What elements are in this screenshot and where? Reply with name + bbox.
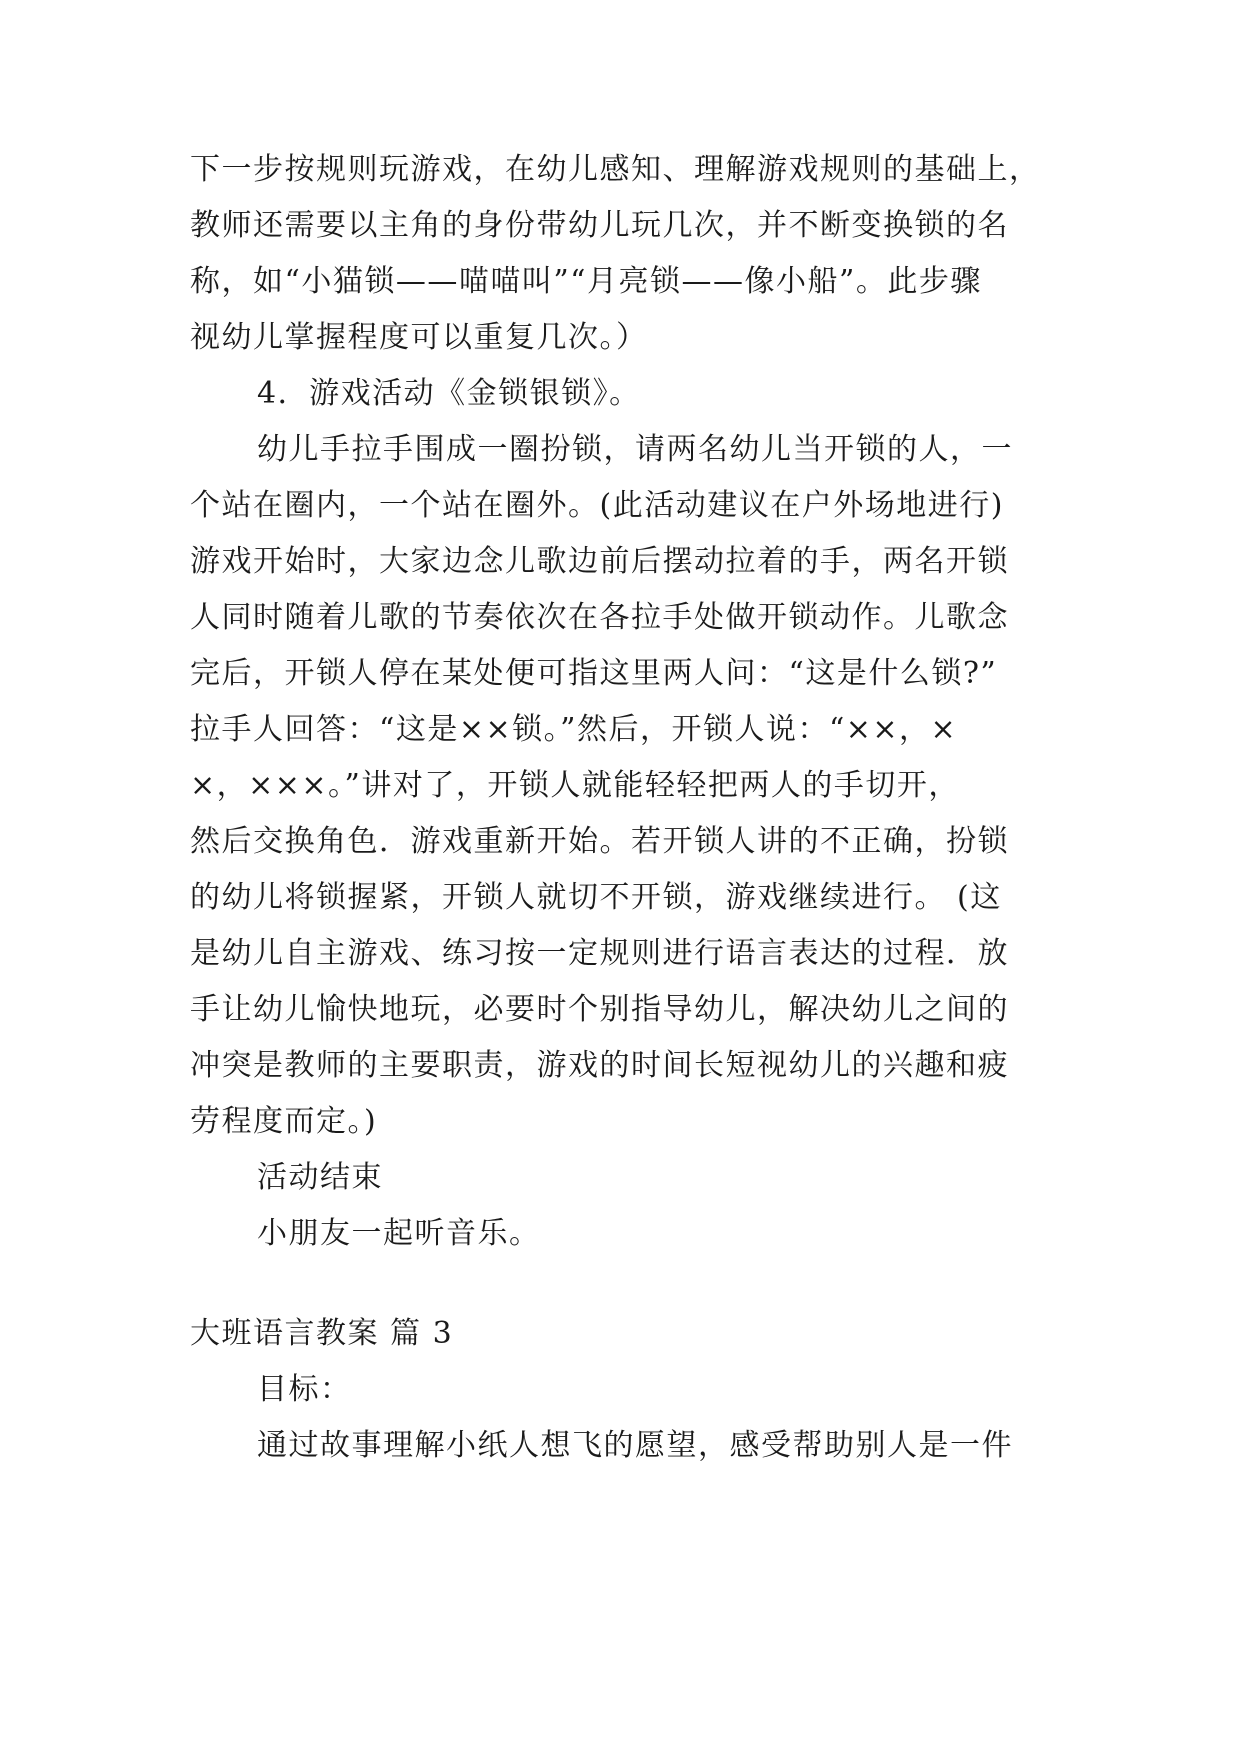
section-heading: 活动结束 (257, 1160, 383, 1195)
paragraph-line: 通过故事理解小纸人想飞的愿望，感受帮助别人是一件 (257, 1428, 1013, 1463)
paragraph-line: 教师还需要以主角的身份带幼儿玩几次，并不断变换锁的名 (190, 208, 1009, 243)
paragraph-line: 然后交换角色．游戏重新开始。若开锁人讲的不正确，扮锁 (190, 824, 1009, 859)
paragraph-line: 劳程度而定。) (190, 1104, 378, 1139)
paragraph-line: ×，×××。”讲对了，开锁人就能轻轻把两人的手切开， (190, 768, 960, 803)
paragraph-line: 手让幼儿愉快地玩，必要时个别指导幼儿，解决幼儿之间的 (190, 992, 1009, 1027)
paragraph-line: 拉手人回答：“这是××锁。”然后，开锁人说：“××，× (190, 712, 958, 747)
paragraph-line: 冲突是教师的主要职责，游戏的时间长短视幼儿的兴趣和疲 (190, 1048, 1009, 1083)
section-heading: 4．游戏活动《金锁银锁》。 (257, 376, 641, 411)
paragraph-line: 个站在圈内，一个站在圈外。(此活动建议在户外场地进行) (190, 488, 1004, 523)
paragraph-line: 人同时随着儿歌的节奏依次在各拉手处做开锁动作。儿歌念 (190, 600, 1009, 635)
paragraph-line: 游戏开始时，大家边念儿歌边前后摆动拉着的手，两名开锁 (190, 544, 1009, 579)
section-heading: 目标： (257, 1372, 352, 1407)
paragraph-line: 完后，开锁人停在某处便可指这里两人问：“这是什么锁?” (190, 656, 998, 691)
paragraph-line: 是幼儿自主游戏、练习按一定规则进行语言表达的过程．放 (190, 936, 1009, 971)
paragraph-line: 的幼儿将锁握紧，开锁人就切不开锁，游戏继续进行。 (这 (190, 880, 1002, 915)
paragraph-line: 称，如“小猫锁——喵喵叫”“月亮锁——像小船”。此步骤 (190, 264, 982, 299)
paragraph-line: 下一步按规则玩游戏，在幼儿感知、理解游戏规则的基础上， (190, 152, 1041, 187)
paragraph-line: 视幼儿掌握程度可以重复几次。） (190, 320, 648, 355)
lesson-title: 大班语言教案 篇 3 (190, 1316, 454, 1351)
paragraph-line: 幼儿手拉手围成一圈扮锁，请两名幼儿当开锁的人，一 (257, 432, 1013, 467)
paragraph-line: 小朋友一起听音乐。 (257, 1216, 541, 1251)
